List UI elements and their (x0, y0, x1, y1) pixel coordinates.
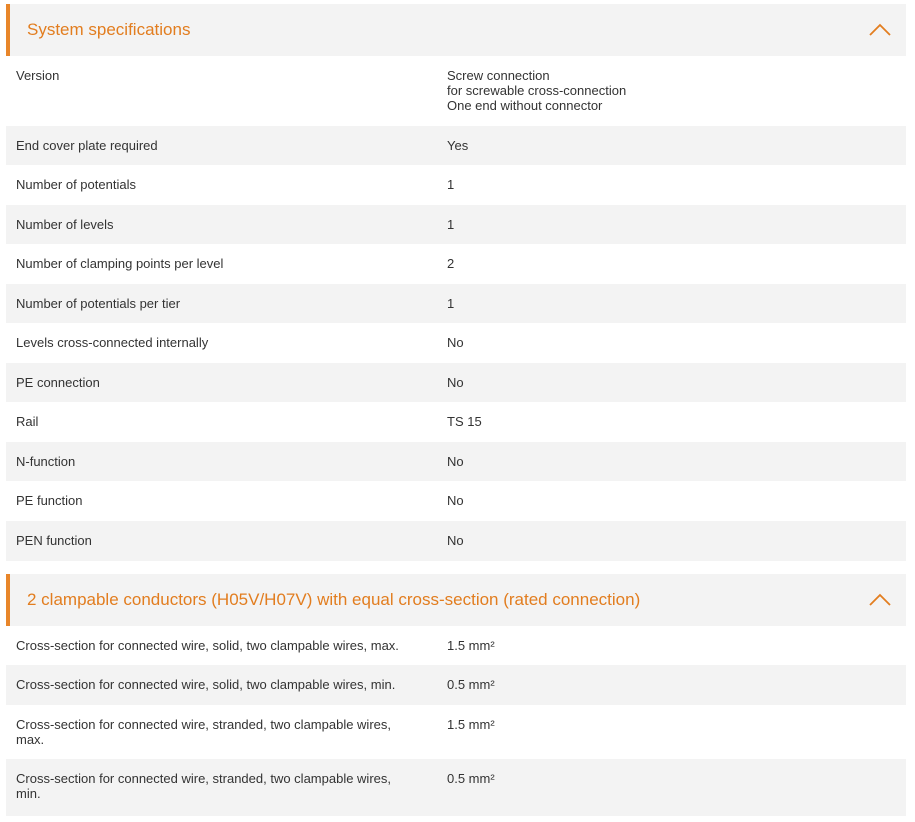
row-label: N-function (16, 454, 76, 469)
table-row (6, 481, 906, 521)
row-label: Version (16, 68, 60, 83)
table-row (6, 665, 906, 705)
row-value: 2 (447, 256, 455, 271)
table-row (6, 126, 906, 165)
row-value: Yes (447, 138, 469, 153)
row-label: Cross-section for connected wire, stranded, two clampable wires, min. (16, 771, 391, 801)
row-label: Cross-section for connected wire, solid, two clampable wires, max. (16, 638, 399, 653)
table-row (6, 626, 906, 665)
table-row (6, 705, 906, 759)
table-row (6, 244, 906, 284)
chevron-up-icon[interactable] (868, 21, 892, 37)
row-value: 1.5 mm² (447, 717, 495, 732)
row-value: No (447, 335, 464, 350)
row-label: Cross-section for connected wire, stranded, two clampable wires, max. (16, 717, 391, 747)
table-row (6, 363, 906, 402)
row-label: Number of levels (16, 217, 114, 232)
row-value: No (447, 375, 464, 390)
row-value: 1 (447, 217, 455, 232)
section-header[interactable] (6, 4, 906, 56)
row-value: TS 15 (447, 414, 482, 429)
chevron-up-icon[interactable] (868, 591, 892, 607)
section-clampable-conductors (6, 574, 906, 816)
table-row (6, 442, 906, 481)
section-header[interactable] (6, 574, 906, 626)
table-row (6, 521, 906, 561)
row-value: 0.5 mm² (447, 677, 495, 692)
row-label: Cross-section for connected wire, solid, two clampable wires, min. (16, 677, 396, 692)
row-value: 1 (447, 177, 455, 192)
table-row (6, 205, 906, 244)
row-label: PE function (16, 493, 83, 508)
row-label: PEN function (16, 533, 92, 548)
table-row (6, 402, 906, 442)
row-label: Rail (16, 414, 39, 429)
row-value: No (447, 454, 464, 469)
row-value: Screw connection for screwable cross-connection One end without connector (447, 68, 627, 113)
row-label: Number of potentials per tier (16, 296, 181, 311)
row-value: 1 (447, 296, 455, 311)
table-row (6, 284, 906, 323)
row-label: Levels cross-connected internally (16, 335, 209, 350)
section-title: System specifications (27, 20, 191, 39)
table-row (6, 323, 906, 363)
row-label: Number of potentials (16, 177, 136, 192)
row-label: PE connection (16, 375, 100, 390)
table-row (6, 759, 906, 816)
table-row (6, 56, 906, 126)
section-title: 2 clampable conductors (H05V/H07V) with equal cross-section (rated connection) (27, 590, 641, 609)
row-value: No (447, 533, 464, 548)
row-label: Number of clamping points per level (16, 256, 224, 271)
section-system-specifications (6, 4, 906, 561)
row-value: No (447, 493, 464, 508)
row-label: End cover plate required (16, 138, 158, 153)
table-row (6, 165, 906, 205)
row-value: 0.5 mm² (447, 771, 495, 786)
row-value: 1.5 mm² (447, 638, 495, 653)
